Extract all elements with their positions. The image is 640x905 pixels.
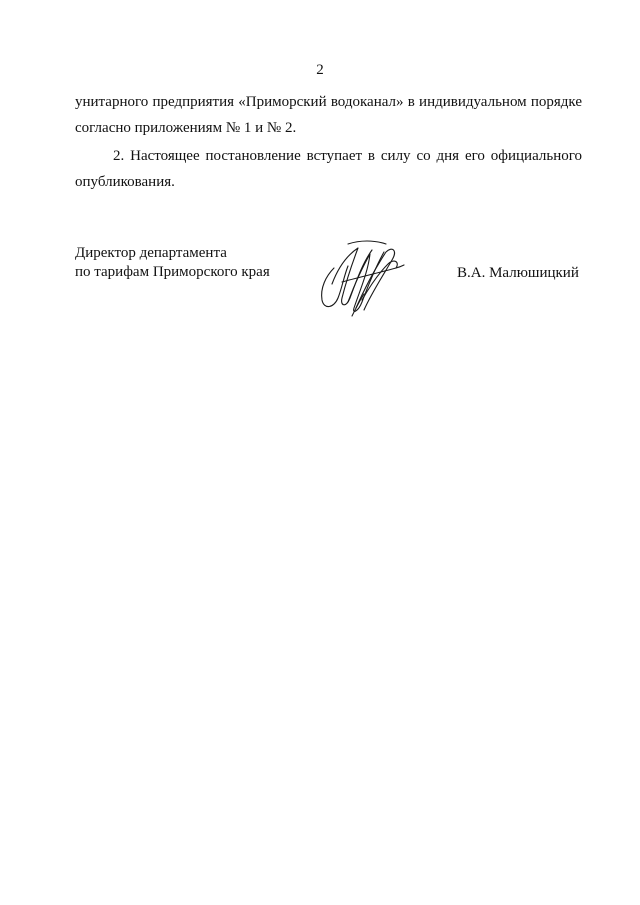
paragraph-2-line-1: 2. Настоящее постановление вступает в силу со дня его официального: [113, 148, 582, 164]
signatory-title-line-1: Директор департамента: [75, 245, 227, 261]
paragraph-1: [75, 89, 582, 141]
paragraph-2-line-2: опубликования.: [75, 174, 175, 190]
page-number: 2: [316, 62, 324, 78]
paragraph-1-line-1: унитарного предприятия «Приморский водоканал» в индивидуальном порядке: [75, 94, 582, 110]
paragraph-2: [75, 143, 582, 195]
paragraph-1-line-2: согласно приложениям № 1 и № 2.: [75, 120, 297, 136]
signatory-name: В.А. Малюшицкий: [457, 265, 579, 281]
signatory-title: [75, 244, 270, 282]
signatory-title-line-2: по тарифам Приморского края: [75, 264, 270, 280]
handwritten-signature: [312, 238, 412, 318]
